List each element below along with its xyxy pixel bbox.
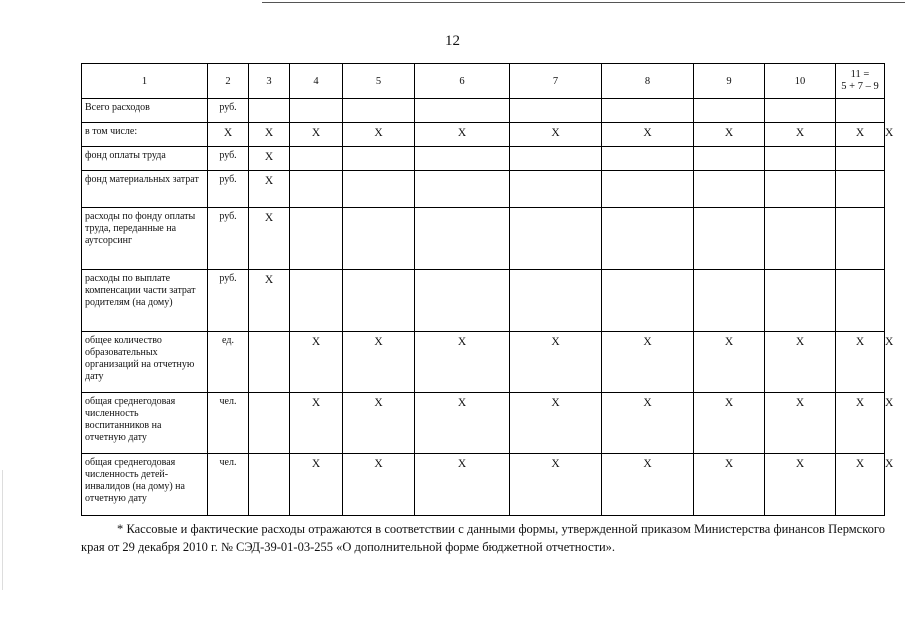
table-cell [602,147,694,171]
col-header-4: 4 [290,64,343,99]
table-row: общая среднегодовая численность детей-инвалидов (на дому) на отчетную дату чел. X X X X X X X X X [82,454,885,516]
header-row [82,64,885,99]
table-cell [836,270,885,332]
footnote [81,520,885,556]
table-row [82,99,885,123]
col-header-10: 10 [765,64,836,99]
table-cell: X [765,332,836,393]
table-cell: X [249,147,290,171]
table-row: общее количество образовательных организаций на отчетную дату ед. X X X X X X X X X [82,332,885,393]
col-header-7: 7 [510,64,602,99]
table-cell: X [290,332,343,393]
table-cell: X [249,123,290,147]
col-header-11-line1: 11 = [850,69,870,80]
table-cell [510,99,602,123]
col-header-9: 9 [694,64,765,99]
table-cell [415,270,510,332]
col-header-2: 2 [208,64,249,99]
row-unit: X [208,123,249,147]
table-cell: X [290,454,343,516]
table-cell: X [343,454,415,516]
table-cell: X [343,393,415,454]
table-cell: X [249,270,290,332]
col-header-1: 1 [82,64,208,99]
table-body [82,64,894,516]
table-row: в том числе: X X X X X X X X X X X [82,123,885,147]
table-cell [836,147,885,171]
table-cell [694,147,765,171]
row-label: Всего расходов [82,99,208,123]
table-cell [765,147,836,171]
table-cell [602,99,694,123]
row-unit: руб. [208,171,249,208]
table-row [82,171,885,208]
table-cell [415,208,510,270]
table-cell [343,270,415,332]
table-cell [510,270,602,332]
row-label: фонд оплаты труда [82,147,208,171]
table-cell [290,270,343,332]
table-cell [510,208,602,270]
table-cell [343,147,415,171]
table-cell: X [836,123,885,147]
col-header-8: 8 [602,64,694,99]
table-cell [249,332,290,393]
col-header-11-line2: 5 + 7 – 9 [841,81,879,92]
table-cell: X [602,454,694,516]
table-cell [510,147,602,171]
table-cell [249,393,290,454]
row-label: в том числе: [82,123,208,147]
table-cell [343,99,415,123]
table-cell [290,147,343,171]
table-cell [415,99,510,123]
table-cell [836,208,885,270]
table-cell: X [510,393,602,454]
table-cell [290,99,343,123]
table-cell [602,270,694,332]
table-cell: X [290,123,343,147]
row-label: общая среднегодовая численность детей-инвалидов (на дому) на отчетную дату [82,454,208,516]
table-cell [290,171,343,208]
table-cell [765,171,836,208]
row-label: расходы по фонду оплаты труда, переданные на аутсорсинг [82,208,208,270]
row-label: общая среднегодовая численность воспитанников на отчетную дату [82,393,208,454]
row-unit: руб. [208,99,249,123]
report-table [81,63,894,516]
table-cell [343,208,415,270]
table-cell [836,171,885,208]
table-row: общая среднегодовая численность воспитанников на отчетную дату чел. X X X X X X X X X [82,393,885,454]
row-unit: чел. [208,454,249,516]
table-cell: X [836,454,885,516]
top-rule [262,2,905,3]
table-cell: X [694,393,765,454]
table-cell [694,270,765,332]
table-cell: X [602,393,694,454]
table-cell: X [415,332,510,393]
table-cell: X [694,454,765,516]
table-cell [836,99,885,123]
table-cell: X [765,123,836,147]
table-cell [290,208,343,270]
table-cell [510,171,602,208]
table-cell: X [415,123,510,147]
table-cell: X [765,393,836,454]
row-unit: чел. [208,393,249,454]
table-cell [602,171,694,208]
table-cell: X [415,454,510,516]
row-unit: руб. [208,147,249,171]
table-row [82,208,885,270]
table-cell [415,147,510,171]
table-cell: X [249,208,290,270]
table-cell: X [415,393,510,454]
table-cell: X [290,393,343,454]
footnote-text: * Кассовые и фактические расходы отражаются в соответствии с данными формы, утвержденной приказом Министерства финансов Пермского края от 29 декабря 2010 г. № СЭД-39-01-03-255 «О дополнительной форме бюджетной отчетности». [81,522,885,554]
row-label: фонд материальных затрат [82,171,208,208]
col-header-6: 6 [415,64,510,99]
table-cell [765,208,836,270]
table-cell: X [694,332,765,393]
col-header-5: 5 [343,64,415,99]
table-cell: X [510,123,602,147]
table-row [82,147,885,171]
table-cell: X [765,454,836,516]
row-label: общее количество образовательных организаций на отчетную дату [82,332,208,393]
table-cell: X [510,332,602,393]
scan-artifact [2,470,3,590]
table-cell: X [836,332,885,393]
page-number: 12 [445,33,460,49]
table-cell: X [510,454,602,516]
row-label: расходы по выплате компенсации части затрат родителям (на дому) [82,270,208,332]
table-cell [343,171,415,208]
table-cell [765,99,836,123]
table-cell: X [836,393,885,454]
table-cell: X [249,171,290,208]
table-cell [415,171,510,208]
table-cell [765,270,836,332]
table-cell [694,171,765,208]
table-cell [694,99,765,123]
table-cell: X [343,332,415,393]
table-row [82,270,885,332]
table-cell: X [343,123,415,147]
col-header-3: 3 [249,64,290,99]
row-unit: руб. [208,270,249,332]
row-unit: ед. [208,332,249,393]
row-unit: руб. [208,208,249,270]
table-cell: X [602,123,694,147]
table-cell [694,208,765,270]
table-cell: X [602,332,694,393]
table-cell: X [694,123,765,147]
table-cell [249,454,290,516]
table-cell [249,99,290,123]
col-header-11 [836,64,885,99]
table-cell [602,208,694,270]
